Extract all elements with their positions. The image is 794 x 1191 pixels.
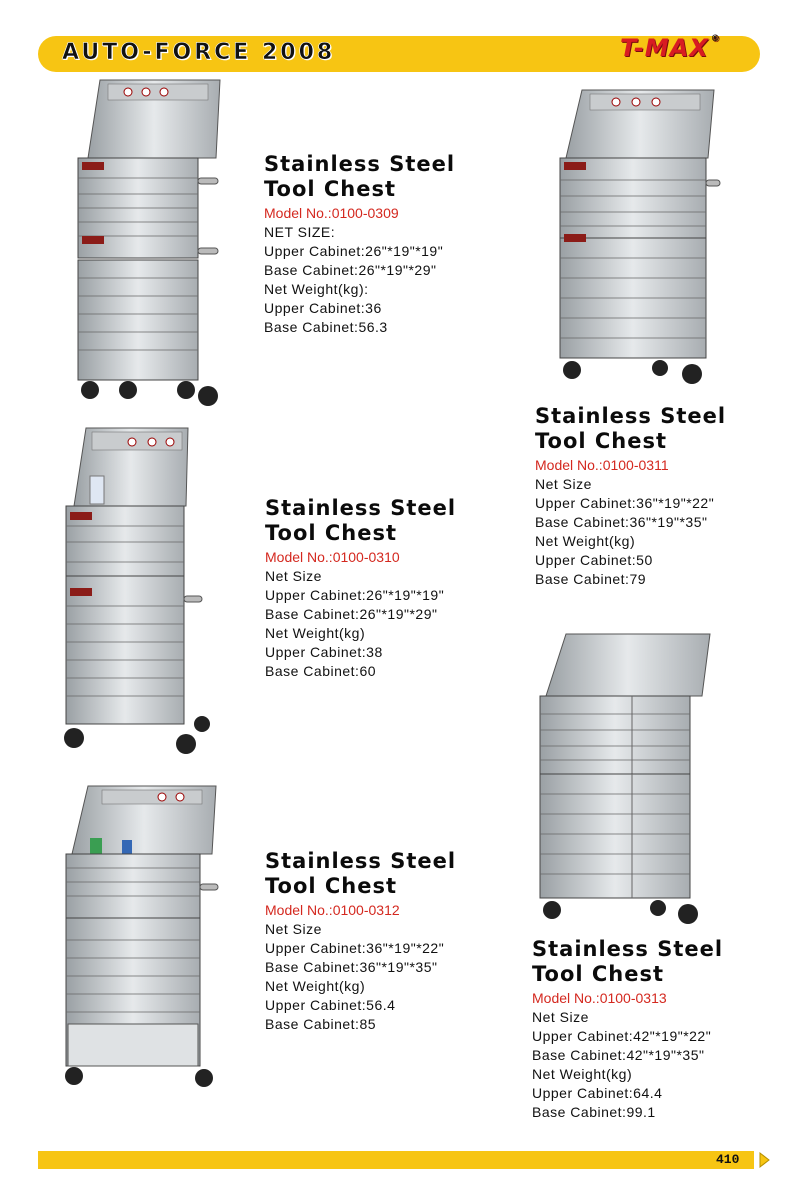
spec-line: Upper Cabinet:36 bbox=[264, 300, 382, 316]
model-number: Model No.:0100-0313 bbox=[532, 990, 667, 1006]
spec-line: Net Size bbox=[535, 476, 592, 492]
spec-line: Upper Cabinet:56.4 bbox=[265, 997, 396, 1013]
spec-line: Base Cabinet:56.3 bbox=[264, 319, 388, 335]
spec-line: Upper Cabinet:42"*19"*22" bbox=[532, 1028, 712, 1044]
spec-line: Upper Cabinet:38 bbox=[265, 644, 383, 660]
brand-logo-text: T-MAX bbox=[620, 34, 709, 62]
spec-line: Base Cabinet:85 bbox=[265, 1016, 377, 1032]
product-0313 bbox=[532, 937, 794, 1122]
catalog-title: AUTO-FORCE 2008 bbox=[62, 40, 336, 65]
product-title: Stainless Steel bbox=[265, 496, 457, 520]
spec-line: Base Cabinet:36"*19"*35" bbox=[535, 514, 708, 530]
spec-line: Net Size bbox=[265, 921, 322, 937]
product-title: Stainless Steel bbox=[535, 404, 727, 428]
product-title: Tool Chest bbox=[535, 429, 668, 453]
tool-chest-image-0310 bbox=[52, 426, 212, 756]
model-number: Model No.:0100-0309 bbox=[264, 205, 399, 221]
product-title: Tool Chest bbox=[265, 521, 398, 545]
tool-chest-image-0311 bbox=[556, 88, 721, 393]
next-arrow-icon bbox=[758, 1151, 770, 1169]
spec-line: Base Cabinet:26"*19"*29" bbox=[264, 262, 437, 278]
page-number: 410 bbox=[716, 1152, 740, 1167]
spec-line: Base Cabinet:99.1 bbox=[532, 1104, 656, 1120]
spec-line: Base Cabinet:60 bbox=[265, 663, 377, 679]
spec-line: Net Size bbox=[265, 568, 322, 584]
product-title: Tool Chest bbox=[265, 874, 398, 898]
product-title: Tool Chest bbox=[264, 177, 397, 201]
spec-line: Upper Cabinet:36"*19"*22" bbox=[535, 495, 715, 511]
model-number: Model No.:0100-0310 bbox=[265, 549, 400, 565]
product-0310 bbox=[265, 496, 565, 681]
spec-line: Net Weight(kg) bbox=[265, 978, 366, 994]
spec-line: Base Cabinet:36"*19"*35" bbox=[265, 959, 438, 975]
registered-mark: ® bbox=[710, 34, 721, 44]
spec-line: Upper Cabinet:50 bbox=[535, 552, 653, 568]
spec-line: Upper Cabinet:26"*19"*19" bbox=[265, 587, 445, 603]
spec-line: Net Weight(kg) bbox=[265, 625, 366, 641]
spec-line: Base Cabinet:26"*19"*29" bbox=[265, 606, 438, 622]
footer-bar bbox=[38, 1151, 754, 1169]
spec-line: Net Weight(kg): bbox=[264, 281, 369, 297]
spec-line: NET SIZE: bbox=[264, 224, 336, 240]
product-0309 bbox=[264, 152, 564, 337]
product-0312 bbox=[265, 849, 565, 1034]
spec-line: Upper Cabinet:64.4 bbox=[532, 1085, 663, 1101]
product-title: Stainless Steel bbox=[264, 152, 456, 176]
tool-chest-image-0312 bbox=[62, 784, 222, 1089]
brand-logo bbox=[620, 34, 721, 62]
product-title: Stainless Steel bbox=[265, 849, 457, 873]
product-title: Stainless Steel bbox=[532, 937, 724, 961]
spec-line: Base Cabinet:42"*19"*35" bbox=[532, 1047, 705, 1063]
tool-chest-image-0309 bbox=[68, 78, 228, 408]
product-0311 bbox=[535, 404, 794, 589]
spec-line: Upper Cabinet:36"*19"*22" bbox=[265, 940, 445, 956]
spec-line: Upper Cabinet:26"*19"*19" bbox=[264, 243, 444, 259]
spec-line: Net Size bbox=[532, 1009, 589, 1025]
model-number: Model No.:0100-0311 bbox=[535, 457, 669, 473]
product-title: Tool Chest bbox=[532, 962, 665, 986]
spec-line: Net Weight(kg) bbox=[532, 1066, 633, 1082]
spec-line: Net Weight(kg) bbox=[535, 533, 636, 549]
model-number: Model No.:0100-0312 bbox=[265, 902, 400, 918]
spec-line: Base Cabinet:79 bbox=[535, 571, 647, 587]
